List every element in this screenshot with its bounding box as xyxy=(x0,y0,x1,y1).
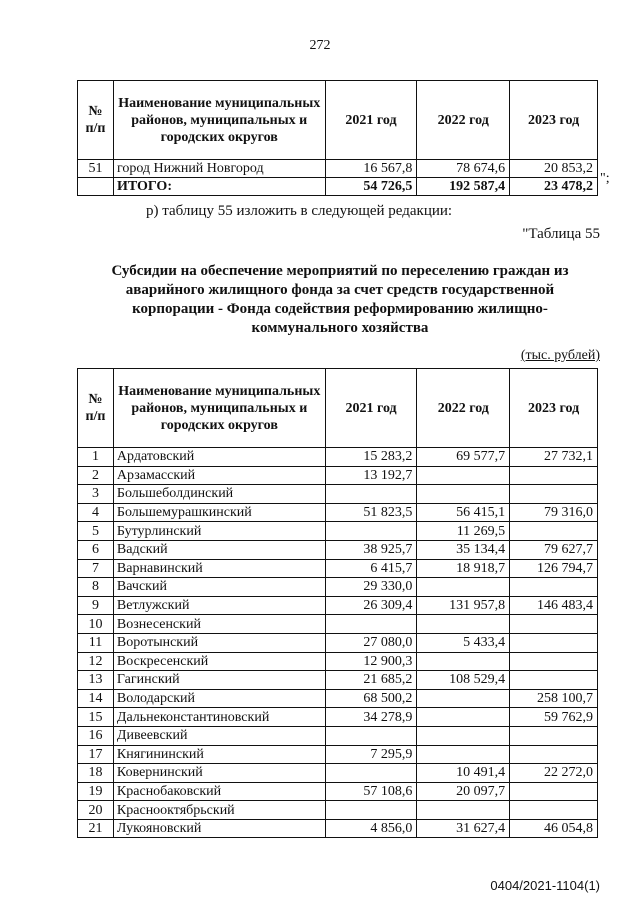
units-label: (тыс. рублей) xyxy=(520,348,600,363)
table-row xyxy=(78,466,598,485)
table-row xyxy=(78,559,598,578)
table-previous xyxy=(77,80,598,196)
table-row xyxy=(78,448,598,467)
row-num: 8 xyxy=(78,578,114,597)
row-2023 xyxy=(510,782,598,801)
row-2022: 11 269,5 xyxy=(417,522,510,541)
row-2021 xyxy=(325,522,417,541)
row-2022 xyxy=(417,708,510,727)
row-2022: 108 529,4 xyxy=(417,671,510,690)
header-2022: 2022 год xyxy=(417,369,510,448)
row-2021: 16 567,8 xyxy=(325,160,417,178)
total-2023: 23 478,2 xyxy=(510,178,598,196)
total-2022: 192 587,4 xyxy=(417,178,510,196)
row-2021: 15 283,2 xyxy=(325,448,417,467)
row-2022 xyxy=(417,689,510,708)
row-2021: 38 925,7 xyxy=(325,540,417,559)
header-num: № п/п xyxy=(78,81,114,160)
row-num: 4 xyxy=(78,503,114,522)
row-name: город Нижний Новгород xyxy=(113,160,325,178)
instruction-text: р) таблицу 55 изложить в следующей редакции: xyxy=(146,203,453,219)
row-2022 xyxy=(417,578,510,597)
row-2022 xyxy=(417,652,510,671)
row-2022: 131 957,8 xyxy=(417,596,510,615)
row-2022 xyxy=(417,801,510,820)
row-name: Воротынский xyxy=(113,633,325,652)
row-name: Краснобаковский xyxy=(113,782,325,801)
table-row xyxy=(78,782,598,801)
table-row xyxy=(78,708,598,727)
row-2023: 79 316,0 xyxy=(510,503,598,522)
row-2021: 51 823,5 xyxy=(325,503,417,522)
row-name: Княгининский xyxy=(113,745,325,764)
row-2023: 126 794,7 xyxy=(510,559,598,578)
row-2021: 26 309,4 xyxy=(325,596,417,615)
row-num: 17 xyxy=(78,745,114,764)
row-num: 5 xyxy=(78,522,114,541)
row-num: 2 xyxy=(78,466,114,485)
row-name: Вадский xyxy=(113,540,325,559)
header-2021: 2021 год xyxy=(325,81,417,160)
row-2022: 78 674,6 xyxy=(417,160,510,178)
row-2023 xyxy=(510,745,598,764)
row-name: Ардатовский xyxy=(113,448,325,467)
row-num: 19 xyxy=(78,782,114,801)
row-name: Краснооктябрьский xyxy=(113,801,325,820)
table-row xyxy=(78,633,598,652)
row-2023 xyxy=(510,485,598,504)
row-num: 21 xyxy=(78,819,114,838)
document-id: 0404/2021-1104(1) xyxy=(490,878,600,893)
header-2023: 2023 год xyxy=(510,369,598,448)
row-2022 xyxy=(417,466,510,485)
table-body xyxy=(78,448,598,838)
row-name: Вознесенский xyxy=(113,615,325,634)
row-2023: 79 627,7 xyxy=(510,540,598,559)
row-name: Ковернинский xyxy=(113,764,325,783)
row-num: 12 xyxy=(78,652,114,671)
table-row xyxy=(78,726,598,745)
header-name: Наименование муниципальных районов, муниципальных и городских округов xyxy=(113,369,325,448)
row-2022 xyxy=(417,726,510,745)
table-row xyxy=(78,801,598,820)
row-2023 xyxy=(510,652,598,671)
row-num: 6 xyxy=(78,540,114,559)
row-2021: 27 080,0 xyxy=(325,633,417,652)
row-2023 xyxy=(510,726,598,745)
row-num: 14 xyxy=(78,689,114,708)
row-2022: 18 918,7 xyxy=(417,559,510,578)
table-row xyxy=(78,578,598,597)
row-name: Бутурлинский xyxy=(113,522,325,541)
row-name: Большемурашкинский xyxy=(113,503,325,522)
row-2021 xyxy=(325,615,417,634)
row-2022: 10 491,4 xyxy=(417,764,510,783)
row-2021: 12 900,3 xyxy=(325,652,417,671)
row-2022: 20 097,7 xyxy=(417,782,510,801)
table-closing-mark: "; xyxy=(600,171,610,186)
row-2021: 21 685,2 xyxy=(325,671,417,690)
row-num: 13 xyxy=(78,671,114,690)
table-label: "Таблица 55 xyxy=(522,226,600,242)
row-2021: 13 192,7 xyxy=(325,466,417,485)
row-name: Гагинский xyxy=(113,671,325,690)
row-2021: 68 500,2 xyxy=(325,689,417,708)
row-2023 xyxy=(510,522,598,541)
row-num: 10 xyxy=(78,615,114,634)
row-2023 xyxy=(510,615,598,634)
row-2022: 35 134,4 xyxy=(417,540,510,559)
total-2021: 54 726,5 xyxy=(325,178,417,196)
row-2023: 22 272,0 xyxy=(510,764,598,783)
row-2021 xyxy=(325,485,417,504)
header-2022: 2022 год xyxy=(417,81,510,160)
row-2023 xyxy=(510,466,598,485)
row-num: 1 xyxy=(78,448,114,467)
table-row xyxy=(78,485,598,504)
row-2023 xyxy=(510,801,598,820)
row-2022: 5 433,4 xyxy=(417,633,510,652)
row-2021: 29 330,0 xyxy=(325,578,417,597)
table-55 xyxy=(77,368,598,838)
row-2023: 46 054,8 xyxy=(510,819,598,838)
header-2023: 2023 год xyxy=(510,81,598,160)
header-2021: 2021 год xyxy=(325,369,417,448)
row-num: 11 xyxy=(78,633,114,652)
row-2023: 258 100,7 xyxy=(510,689,598,708)
row-name: Большеболдинский xyxy=(113,485,325,504)
table-row xyxy=(78,522,598,541)
row-2023 xyxy=(510,633,598,652)
row-2022: 56 415,1 xyxy=(417,503,510,522)
row-num: 7 xyxy=(78,559,114,578)
row-name: Дальнеконстантиновский xyxy=(113,708,325,727)
row-2021: 7 295,9 xyxy=(325,745,417,764)
row-num: 16 xyxy=(78,726,114,745)
row-num: 18 xyxy=(78,764,114,783)
header-num: № п/п xyxy=(78,369,114,448)
table-header-row xyxy=(78,81,598,160)
row-num: 9 xyxy=(78,596,114,615)
row-name: Ветлужский xyxy=(113,596,325,615)
table-row xyxy=(78,819,598,838)
row-2023: 20 853,2 xyxy=(510,160,598,178)
row-name: Варнавинский xyxy=(113,559,325,578)
row-num: 20 xyxy=(78,801,114,820)
total-num xyxy=(78,178,114,196)
row-num: 3 xyxy=(78,485,114,504)
row-2022 xyxy=(417,485,510,504)
row-2022: 31 627,4 xyxy=(417,819,510,838)
row-2022 xyxy=(417,745,510,764)
row-2021: 6 415,7 xyxy=(325,559,417,578)
row-name: Володарский xyxy=(113,689,325,708)
row-2023: 146 483,4 xyxy=(510,596,598,615)
row-name: Лукояновский xyxy=(113,819,325,838)
table-header-row xyxy=(78,369,598,448)
table-row xyxy=(78,596,598,615)
table-heading: Субсидии на обеспечение мероприятий по переселению граждан из аварийного жилищного фонда за счет средств государственной корпорации - Фонда содействия реформированию жилищно-коммунального хозяйства xyxy=(111,263,569,336)
page-number: 272 xyxy=(309,38,331,53)
row-name: Дивеевский xyxy=(113,726,325,745)
header-name: Наименование муниципальных районов, муниципальных и городских округов xyxy=(113,81,325,160)
row-2023 xyxy=(510,578,598,597)
row-2022: 69 577,7 xyxy=(417,448,510,467)
row-2021: 4 856,0 xyxy=(325,819,417,838)
total-row xyxy=(78,178,598,196)
table-row xyxy=(78,745,598,764)
row-2023: 27 732,1 xyxy=(510,448,598,467)
table-row xyxy=(78,764,598,783)
table-row xyxy=(78,689,598,708)
row-2021: 57 108,6 xyxy=(325,782,417,801)
table-row xyxy=(78,671,598,690)
row-num: 15 xyxy=(78,708,114,727)
row-num: 51 xyxy=(78,160,114,178)
table-row xyxy=(78,615,598,634)
row-2023 xyxy=(510,671,598,690)
row-2022 xyxy=(417,615,510,634)
row-name: Вачский xyxy=(113,578,325,597)
row-name: Воскресенский xyxy=(113,652,325,671)
total-label: ИТОГО: xyxy=(113,178,325,196)
row-2021 xyxy=(325,801,417,820)
table-row xyxy=(78,160,598,178)
row-2023: 59 762,9 xyxy=(510,708,598,727)
table-row xyxy=(78,540,598,559)
row-2021: 34 278,9 xyxy=(325,708,417,727)
row-name: Арзамасский xyxy=(113,466,325,485)
table-row xyxy=(78,503,598,522)
table-row xyxy=(78,652,598,671)
row-2021 xyxy=(325,726,417,745)
row-2021 xyxy=(325,764,417,783)
